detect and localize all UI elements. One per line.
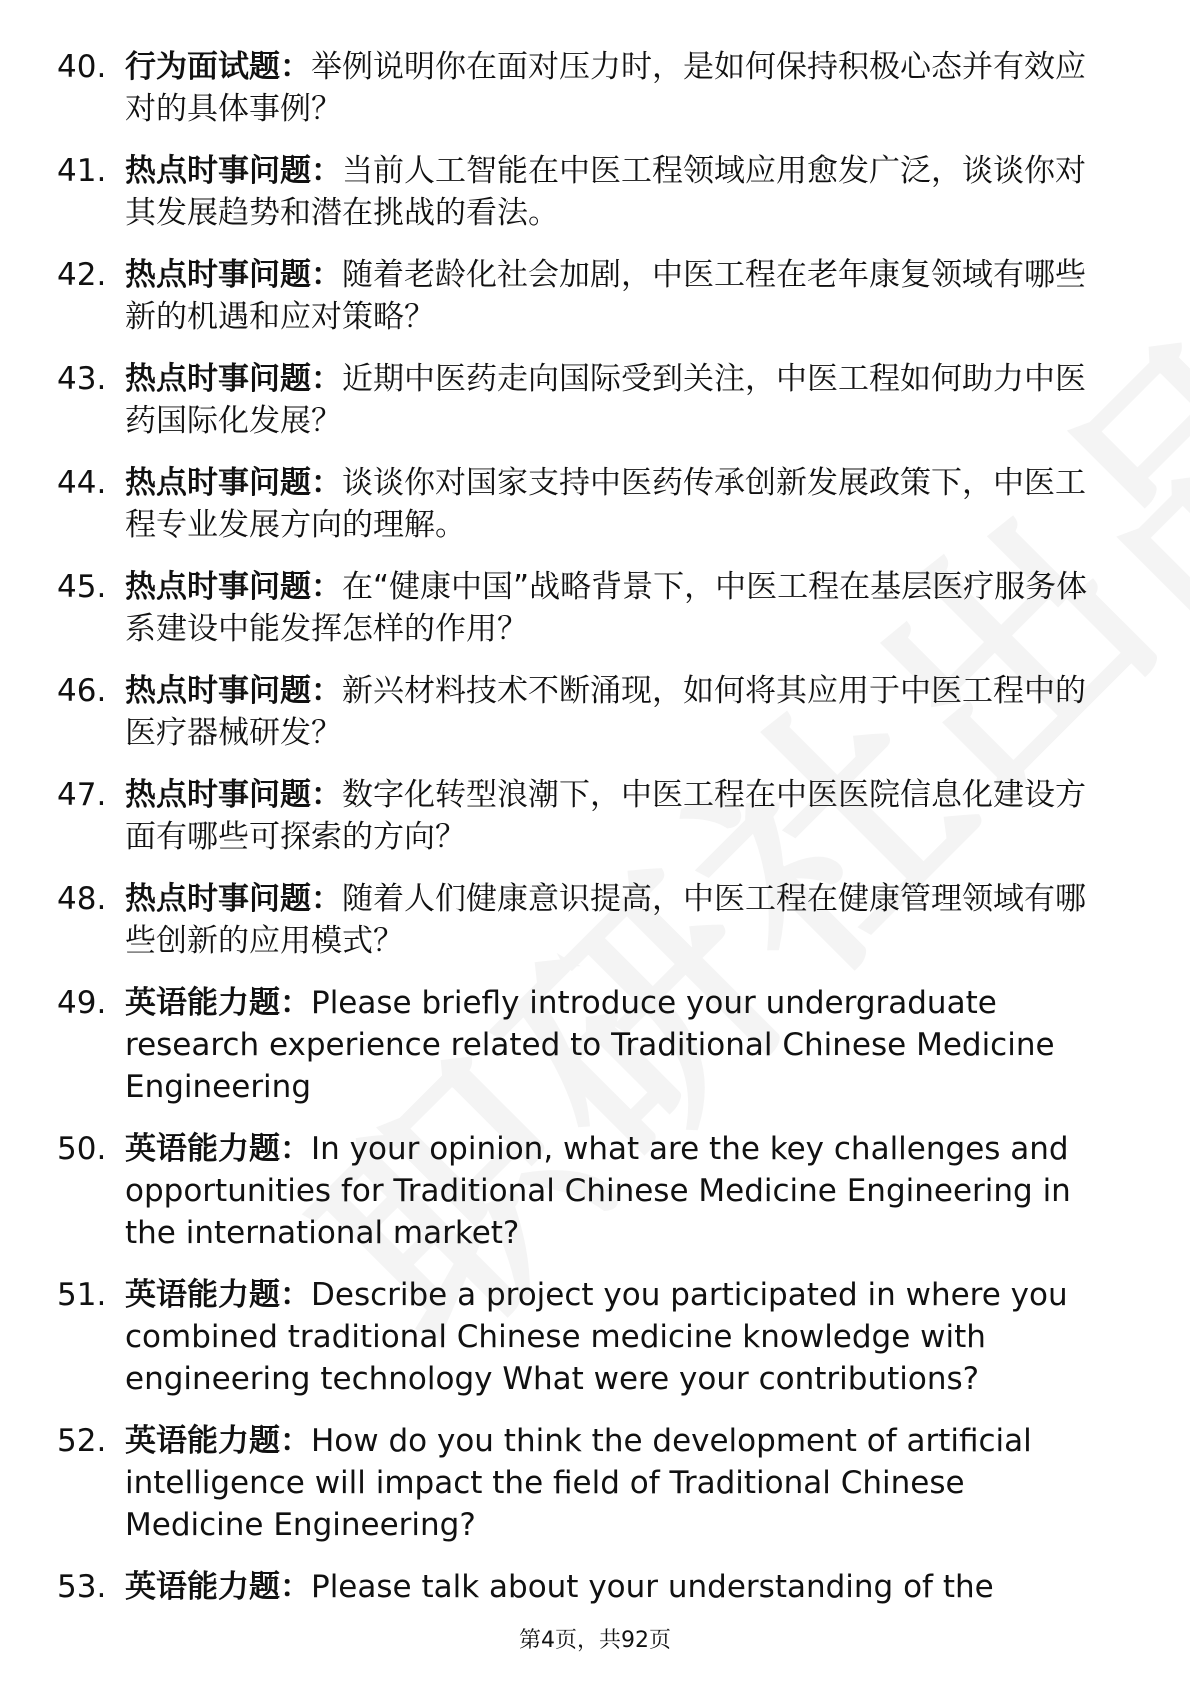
page-footer: 第4页，共92页	[519, 1628, 671, 1653]
question-item	[0, 670, 1110, 754]
question-item	[0, 1274, 1110, 1400]
question-text: 当前人工智能在中医工程领域应用愈发广泛，谈谈你对其发展趋势和潜在挑战的看法。	[125, 153, 1086, 231]
question-text: 随着老龄化社会加剧，中医工程在老年康复领域有哪些新的机遇和应对策略？	[125, 257, 1086, 335]
question-text: In your opinion, what are the key challenges and opportunities for Traditional Chinese Medicine Engineering in the international market?	[125, 1131, 1071, 1251]
question-category: 英语能力题：	[125, 985, 311, 1021]
question-item	[0, 254, 1110, 338]
question-category: 热点时事问题：	[125, 153, 342, 189]
question-category: 热点时事问题：	[125, 361, 342, 397]
question-category: 热点时事问题：	[125, 257, 342, 293]
question-text: Describe a project you participated in where you combined traditional Chinese medicine knowledge with engineering technology What were your contributions?	[125, 1277, 1068, 1397]
question-item	[0, 150, 1110, 234]
question-item	[0, 878, 1110, 962]
question-number: 49.	[57, 985, 107, 1021]
question-category: 英语能力题：	[125, 1569, 311, 1605]
question-number: 46.	[57, 673, 107, 709]
question-category: 热点时事问题：	[125, 465, 342, 501]
question-text: 在“健康中国”战略背景下，中医工程在基层医疗服务体系建设中能发挥怎样的作用？	[125, 569, 1088, 647]
question-text: 举例说明你在面对压力时，是如何保持积极心态并有效应对的具体事例？	[125, 49, 1086, 127]
question-number: 52.	[57, 1423, 107, 1459]
question-category: 英语能力题：	[125, 1131, 311, 1167]
question-category: 热点时事问题：	[125, 881, 342, 917]
question-text: Please briefly introduce your undergraduate research experience related to Traditional Chinese Medicine Engineering	[125, 985, 1055, 1105]
question-item	[0, 774, 1110, 858]
question-number: 41.	[57, 153, 107, 189]
question-category: 热点时事问题：	[125, 569, 342, 605]
question-category: 热点时事问题：	[125, 673, 342, 709]
question-number: 40.	[57, 49, 107, 85]
question-item	[0, 566, 1110, 650]
question-item	[0, 46, 1110, 130]
question-item	[0, 358, 1110, 442]
question-item	[0, 1420, 1110, 1546]
question-text: Please talk about your understanding of the	[311, 1569, 994, 1605]
question-category: 英语能力题：	[125, 1423, 311, 1459]
question-category: 英语能力题：	[125, 1277, 311, 1313]
question-number: 43.	[57, 361, 107, 397]
question-number: 44.	[57, 465, 107, 501]
question-number: 51.	[57, 1277, 107, 1313]
question-number: 47.	[57, 777, 107, 813]
question-text: 谈谈你对国家支持中医药传承创新发展政策下，中医工程专业发展方向的理解。	[125, 465, 1086, 543]
question-number: 45.	[57, 569, 107, 605]
question-text: 数字化转型浪潮下，中医工程在中医医院信息化建设方面有哪些可探索的方向？	[125, 777, 1086, 855]
question-number: 53.	[57, 1569, 107, 1605]
question-text: How do you think the development of artificial intelligence will impact the field of Traditional Chinese Medicine Engineering?	[125, 1423, 1032, 1543]
question-category: 热点时事问题：	[125, 777, 342, 813]
question-item	[0, 1128, 1110, 1254]
question-text: 新兴材料技术不断涌现，如何将其应用于中医工程中的医疗器械研发？	[125, 673, 1086, 751]
question-category: 行为面试题：	[125, 49, 311, 85]
question-item	[0, 982, 1110, 1108]
question-number: 42.	[57, 257, 107, 293]
question-list	[0, 46, 1190, 1628]
question-text: 近期中医药走向国际受到关注，中医工程如何助力中医药国际化发展？	[125, 361, 1086, 439]
question-number: 48.	[57, 881, 107, 917]
question-item	[0, 1566, 1110, 1608]
question-number: 50.	[57, 1131, 107, 1167]
question-item	[0, 462, 1110, 546]
question-text: 随着人们健康意识提高，中医工程在健康管理领域有哪些创新的应用模式？	[125, 881, 1086, 959]
